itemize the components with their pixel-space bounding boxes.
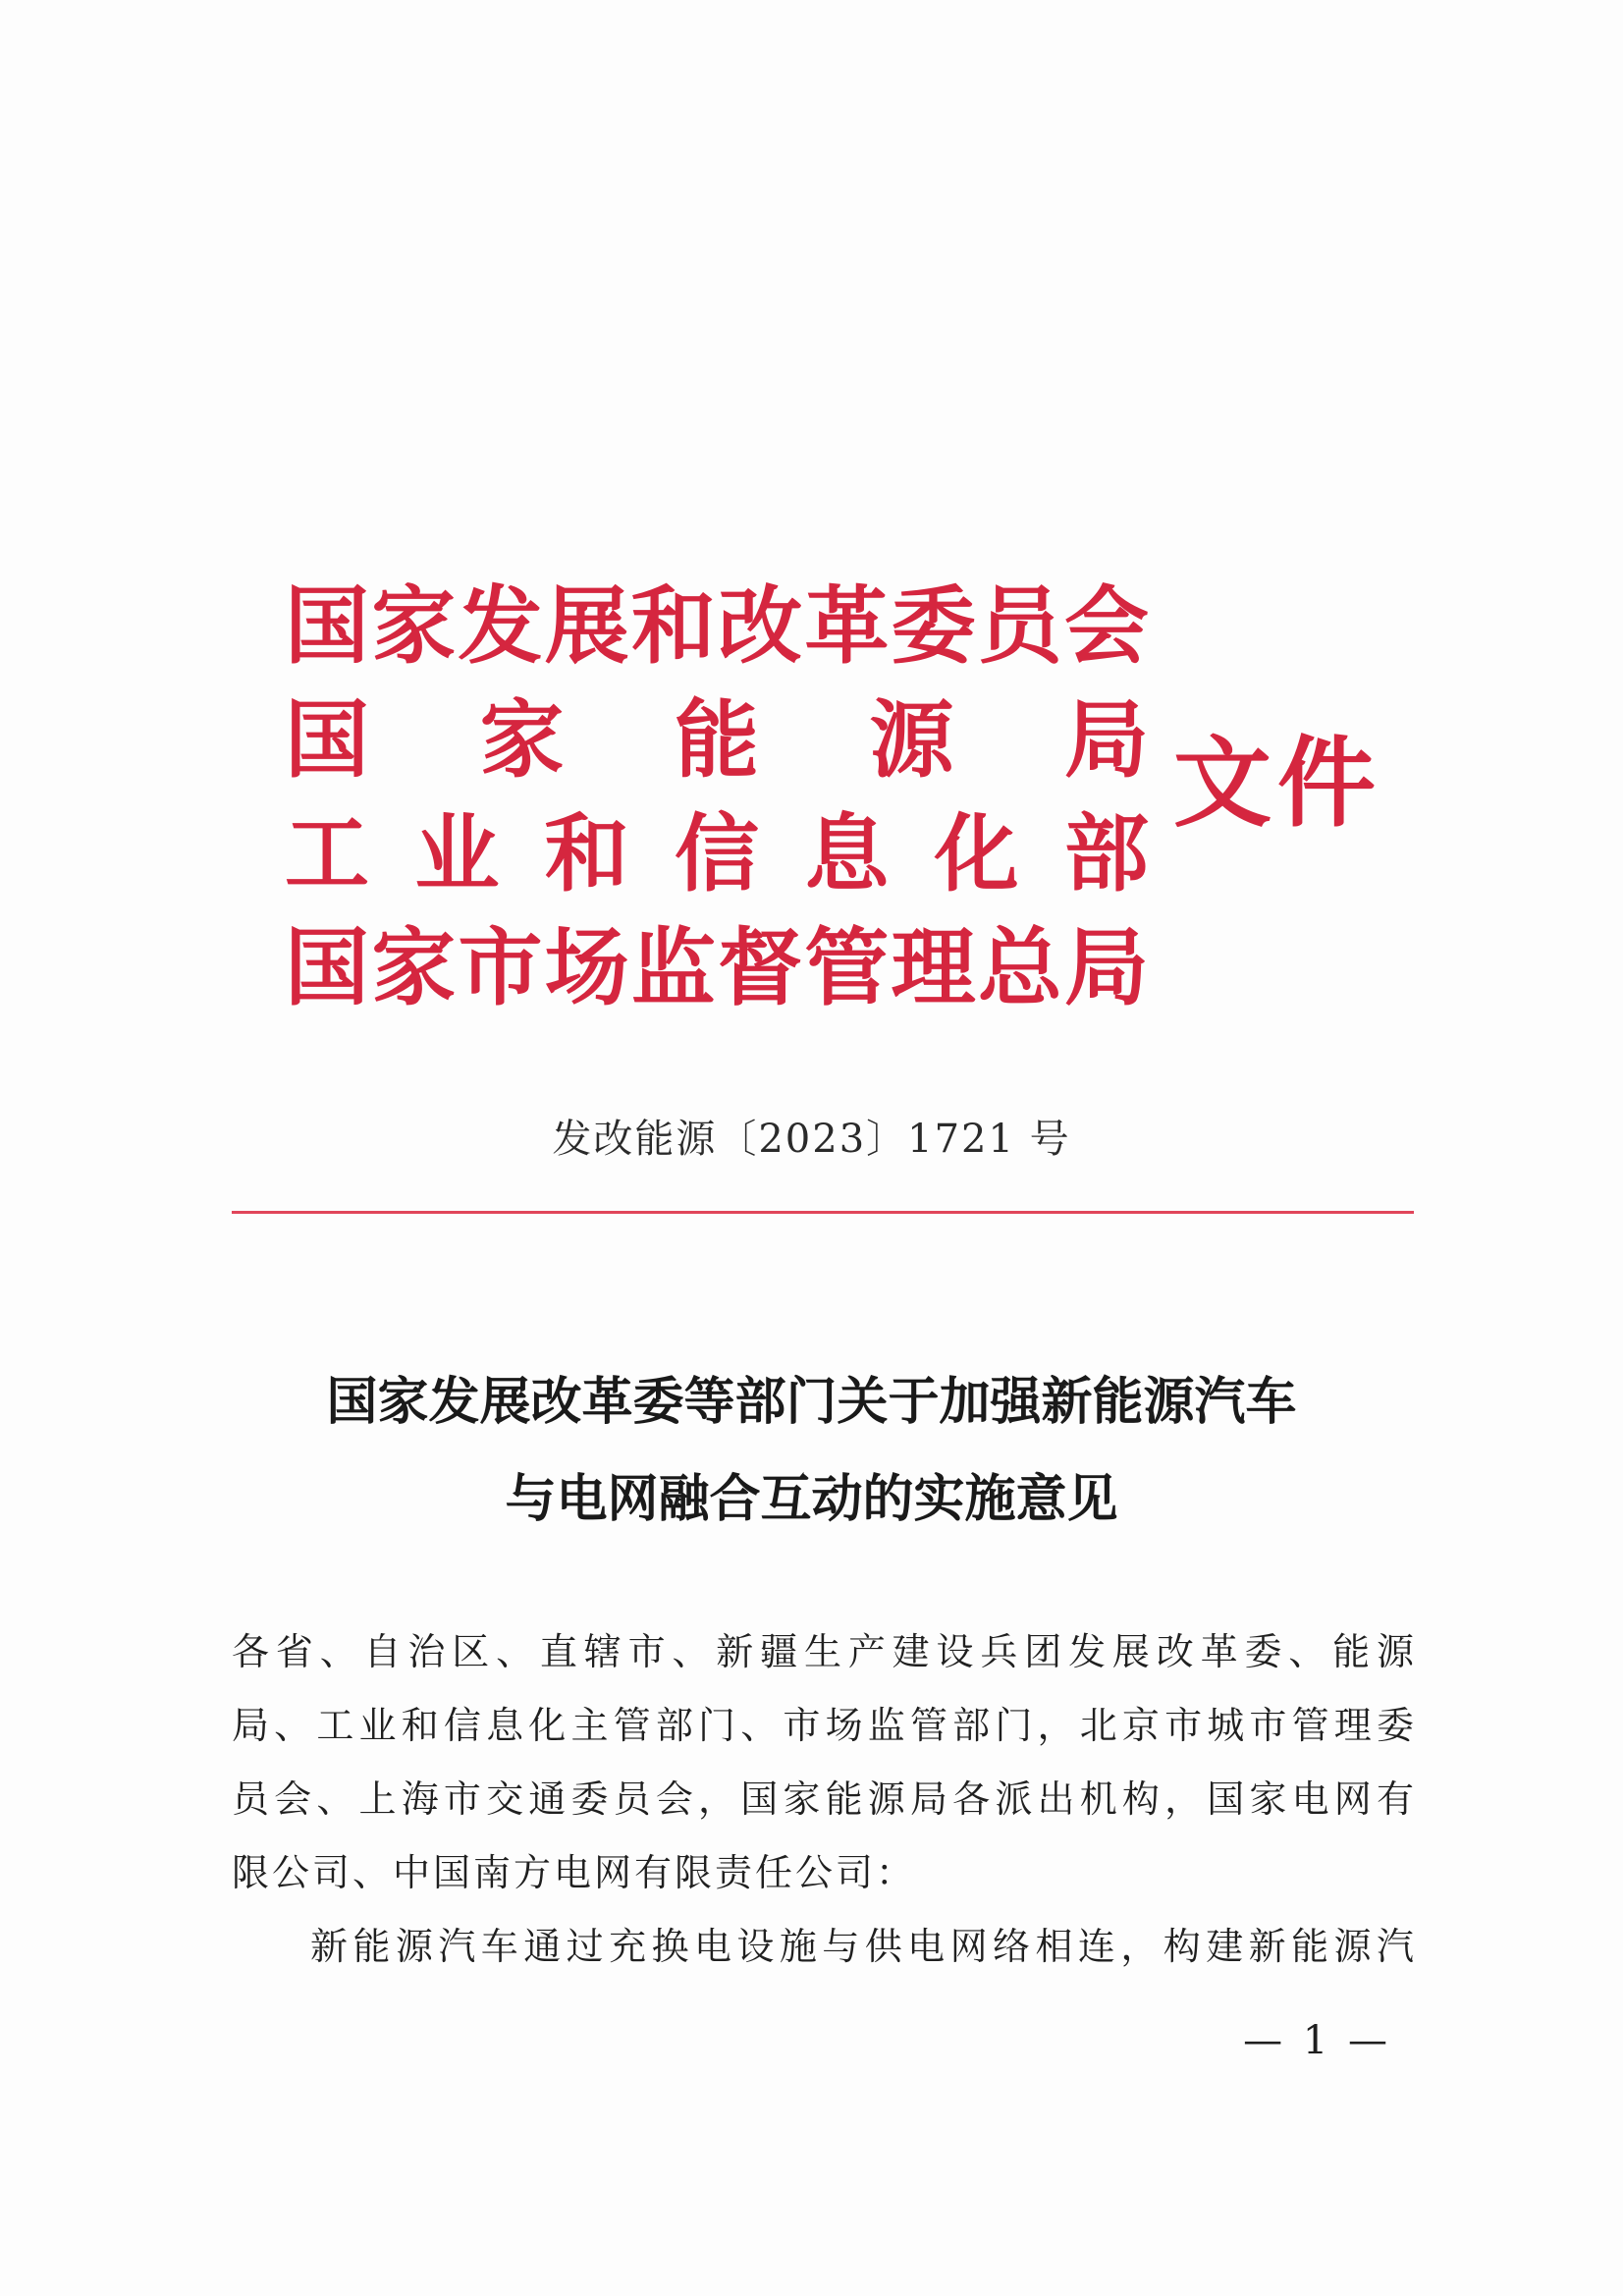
document-title-line-2: 与电网融合互动的实施意见 (505, 1469, 1118, 1529)
issuer-nea: 国 家 能 源 局 (285, 691, 1149, 790)
issuer-ndrc: 国 家 发 展 和 改 革 委 员 会 (285, 577, 1149, 676)
issuer-samr: 国 家 市 场 监 督 管 理 总 局 (285, 919, 1149, 1017)
addressee-block (232, 1615, 1414, 1910)
addressee-line: 限公司、中国南方电网有限责任公司： (232, 1851, 917, 1894)
red-header (285, 570, 1384, 1031)
addressee-line: 各省、自治区、直辖市、新疆生产建设兵团发展改革委、能源 (232, 1630, 1414, 1673)
red-divider-line (232, 1211, 1414, 1214)
issuer-miit: 工 业 和 信 息 化 部 (285, 805, 1149, 903)
issuing-agencies (285, 570, 1149, 1025)
addressee-line: 局、工业和信息化主管部门、市场监管部门，北京市城市管理委 (232, 1704, 1414, 1747)
page-number: — 1 — (1243, 2018, 1391, 2063)
body-paragraph: 新能源汽车通过充换电设施与供电网络相连，构建新能源汽 (310, 1925, 1414, 1968)
addressee-line: 员会、上海市交通委员会，国家能源局各派出机构，国家电网有 (232, 1777, 1414, 1821)
document-number: 发改能源〔2023〕1721 号 (552, 1117, 1071, 1162)
document-title-line-1: 国家发展改革委等部门关于加强新能源汽车 (326, 1372, 1297, 1432)
document-type-label: 文件 (1173, 726, 1381, 841)
